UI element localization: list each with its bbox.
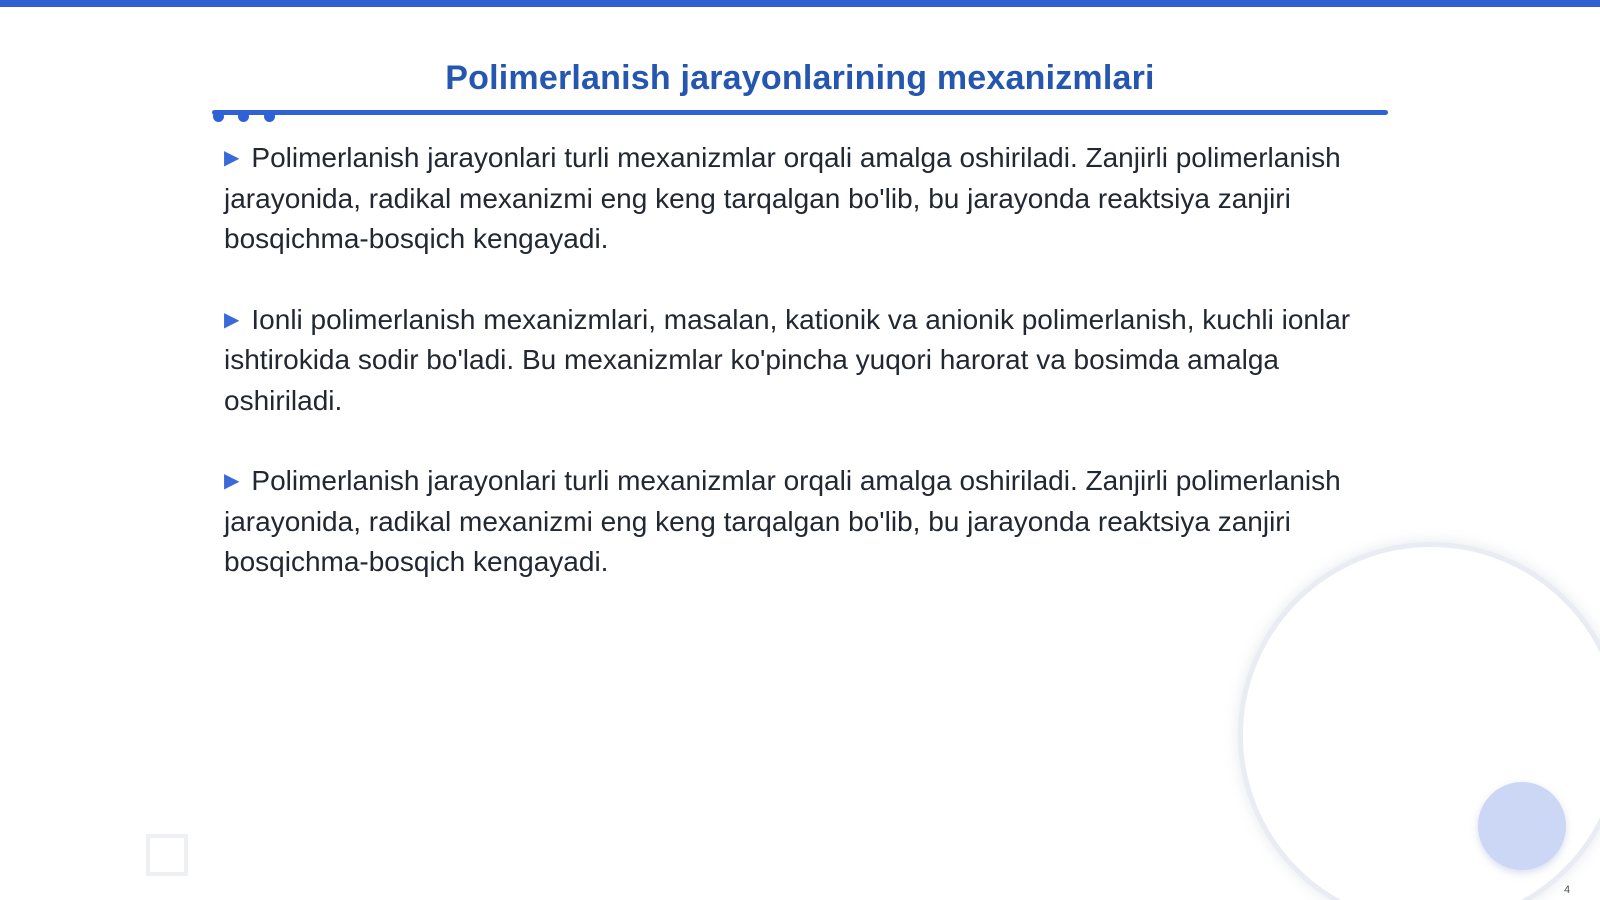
- play-arrow-icon: ▶: [224, 308, 240, 331]
- decorative-square: [146, 834, 188, 876]
- bullet-item: [224, 461, 1374, 583]
- bullet-text: Polimerlanish jarayonlari turli mexanizmlar orqali amalga oshiriladi. Zanjirli polimerlanish jarayonida, radikal mexanizmi eng keng tarqalgan bo'lib, bu jarayonda reaktsiya zanjiri bosqichma-bosqich kengayadi.: [224, 142, 1341, 254]
- underline-dot: [213, 111, 224, 122]
- play-arrow-icon: ▶: [224, 147, 240, 169]
- title-underline: [212, 110, 1388, 115]
- bullet-item: [224, 138, 1374, 260]
- page-number: 4: [1564, 884, 1571, 896]
- bullet-text: Polimerlanish jarayonlari turli mexanizmlar orqali amalga oshiriladi. Zanjirli polimerlanish jarayonida, radikal mexanizmi eng keng tarqalgan bo'lib, bu jarayonda reaktsiya zanjiri bosqichma-bosqich kengayadi.: [224, 465, 1341, 577]
- decorative-dot: [1478, 782, 1566, 870]
- slide-title: Polimerlanish jarayonlarining mexanizmlari: [445, 59, 1155, 97]
- top-accent-bar: [0, 0, 1600, 7]
- bullet-item: [224, 300, 1374, 422]
- play-arrow-icon: ▶: [224, 470, 240, 492]
- bullet-text: Ionli polimerlanish mexanizmlari, masalan, kationik va anionik polimerlanish, kuchli ionlar ishtirokida sodir bo'ladi. Bu mexanizmlar ko'pincha yuqori harorat va bosimda amalga oshiriladi.: [224, 303, 1351, 416]
- bullet-list: [224, 138, 1374, 623]
- underline-dot: [264, 111, 275, 122]
- underline-dot: [238, 111, 249, 122]
